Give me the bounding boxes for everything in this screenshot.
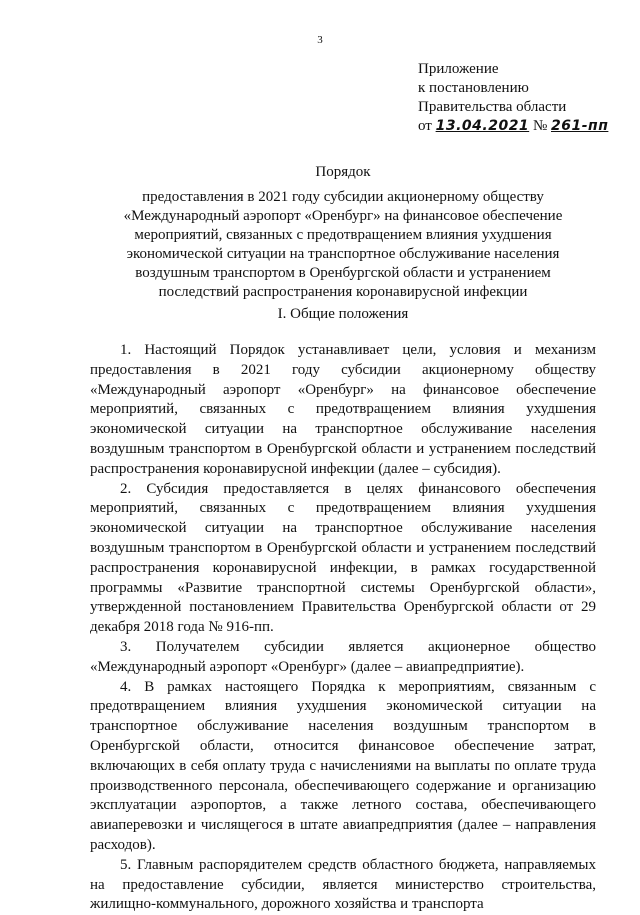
paragraph-4: 4. В рамках настоящего Порядка к мероприятиям, связанным с предотвращением влияния ухудшения экономической ситуации на транспортное обслуживание населения воздушным транспортом в Оренбургской области, относится финансовое обеспечение затрат, включающих в себя оплату труда с начислениями на выплаты по оплате труда производственного персонала, обеспечивающего содержание и организацию эксплуатации аэропортов, а также летного состава, обеспечивающего авиаперевозки и числящегося в штате авиапредприятия (далее – направления расходов). xyxy=(90,678,596,853)
title-line: экономической ситуации на транспортное обслуживание населения xyxy=(126,246,560,262)
appendix-block xyxy=(418,60,608,136)
title-line: мероприятий, связанных с предотвращением влияния ухудшения xyxy=(134,227,552,243)
handwritten-number: 261-пп xyxy=(551,118,609,134)
paragraph-1: 1. Настоящий Порядок устанавливает цели, условия и механизм предоставления в 2021 году субсидии акционерному обществу «Международный аэропорт «Оренбург» на финансовое обеспечение мероприятий, связанных с предотвращением влияния ухудшения экономической ситуации на транспортное обслуживание населения воздушным транспортом в Оренбургской области и устранением последствий распространения коронавирусной инфекции (далее – субсидия). xyxy=(90,342,596,477)
title-line: воздушным транспортом в Оренбургской области и устранением xyxy=(135,265,551,281)
title-line: «Международный аэропорт «Оренбург» на финансовое обеспечение xyxy=(123,208,563,224)
appendix-line: к постановлению xyxy=(418,80,529,96)
title-line: предоставления в 2021 году субсидии акционерному обществу xyxy=(142,189,544,205)
document-title xyxy=(90,163,596,302)
number-prefix: № xyxy=(532,118,548,134)
page-number: 3 xyxy=(317,34,323,46)
body-text xyxy=(90,341,596,915)
handwritten-date: 13.04.2021 xyxy=(435,118,530,134)
appendix-date-line xyxy=(418,117,608,136)
paragraph-3: 3. Получателем субсидии является акционерное общество «Международный аэропорт «Оренбург» (далее – авиапредприятие). xyxy=(90,638,596,675)
paragraph-2: 2. Субсидия предоставляется в целях финансового обеспечения мероприятий, связанных с предотвращением влияния ухудшения экономической ситуации на транспортное обслуживание населения воздушным транспортом в Оренбургской области и устранением последствий распространения коронавирусной инфекции, в рамках государственной программы «Развитие транспортной системы Оренбургской области», утвержденной постановлением Правительства Оренбургской области от 29 декабря 2018 года № 916-пп. xyxy=(90,480,596,636)
section-heading: I. Общие положения xyxy=(277,306,409,322)
appendix-line: Правительства области xyxy=(418,99,567,115)
title-heading: Порядок xyxy=(315,164,371,180)
date-prefix: от xyxy=(418,118,432,134)
title-line: последствий распространения коронавирусной инфекции xyxy=(158,284,528,300)
paragraph-5: 5. Главным распорядителем средств областного бюджета, направляемых на предоставление субсидии, является министерство строительства, жилищно-коммунального, дорожного хозяйства и транспорта xyxy=(90,856,596,913)
appendix-line: Приложение xyxy=(418,61,499,77)
